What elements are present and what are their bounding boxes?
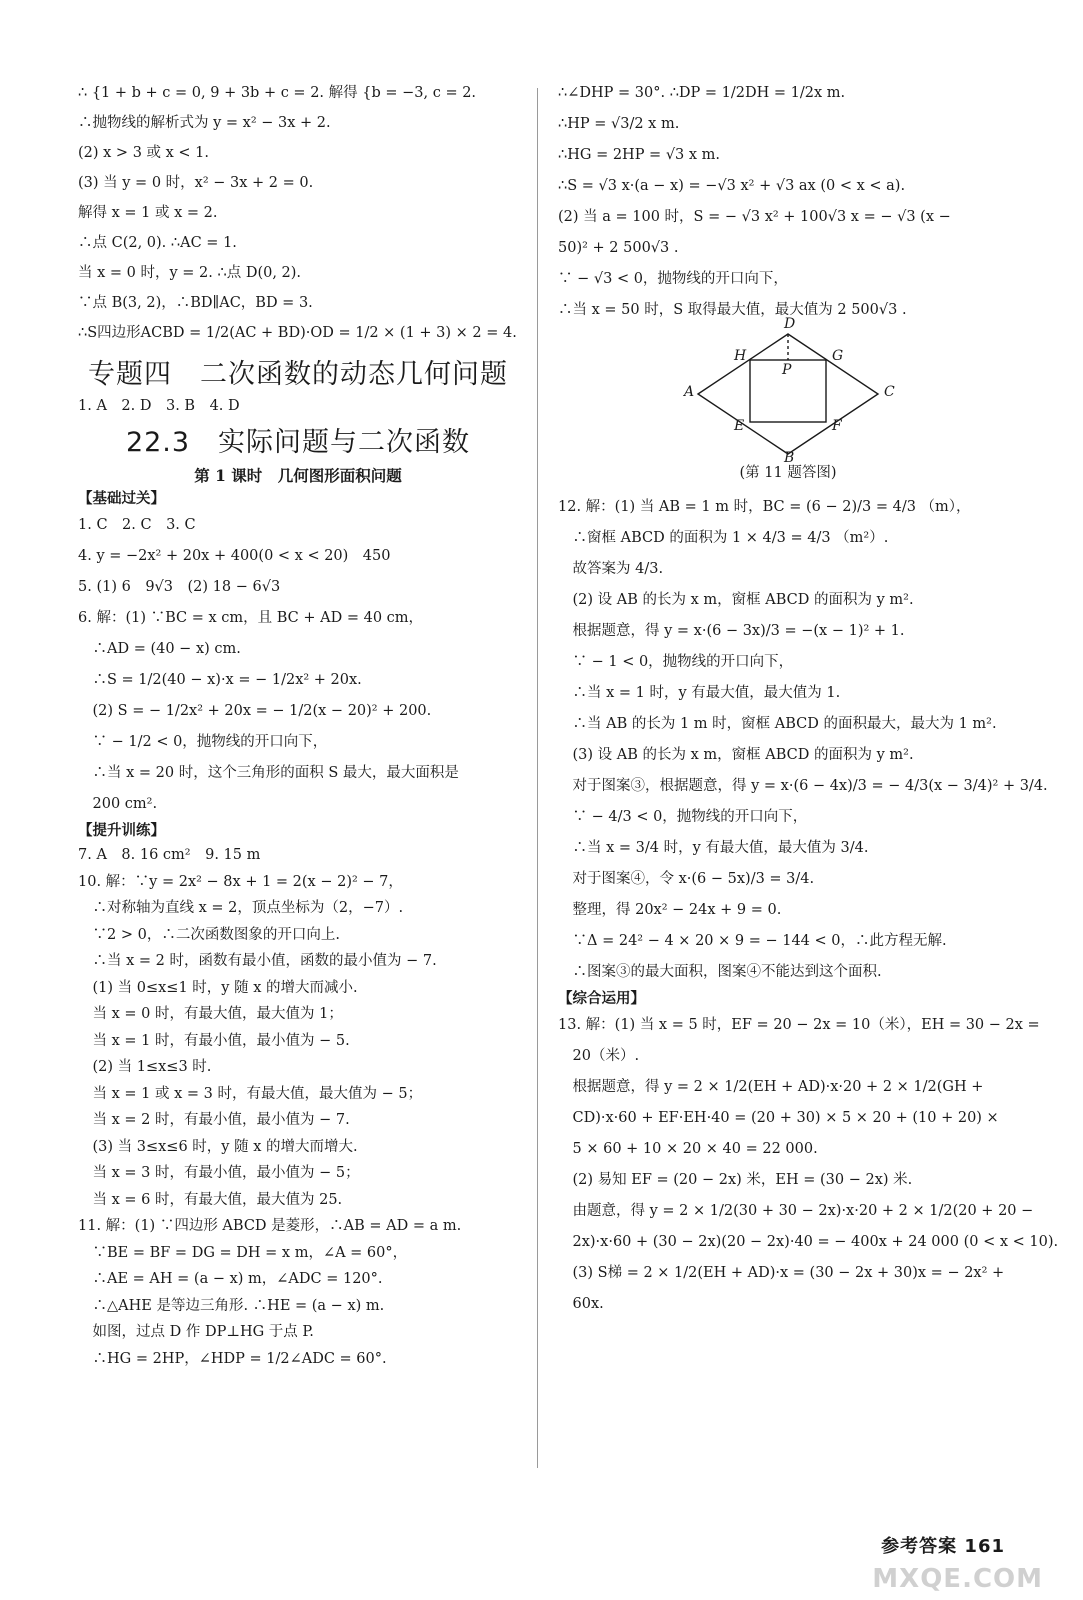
right-top-lines [558, 78, 1018, 326]
text-line: ∴当 x = 2 时，函数有最小值，函数的最小值为 − 7. [78, 953, 437, 969]
text-line: 当 x = 6 时，有最大值，最大值为 25. [78, 1191, 343, 1208]
text-line: ∵ − 4/3 < 0，抛物线的开口向下， [558, 809, 808, 825]
text-line: 5. (1) 6 9√3 (2) 18 − 6√3 [78, 579, 281, 595]
section-title: 22.3 实际问题与二次函数 [125, 427, 471, 458]
text-line: ∴HG = 2HP = √3 x m. [558, 147, 721, 163]
text-line: ∴对称轴为直线 x = 2，顶点坐标为（2，−7）. [78, 900, 404, 916]
text-line: (1) 当 0≤x≤1 时，y 随 x 的增大而减小. [78, 979, 358, 996]
label-e: E [734, 418, 745, 434]
tag-improve: 【提升训练】 [78, 823, 165, 839]
label-c: C [884, 384, 895, 400]
text-line: 60x. [558, 1296, 604, 1312]
label-d: D [784, 316, 796, 332]
label-h: H [734, 348, 747, 364]
apply-lines [558, 1010, 1059, 1320]
text-line: ∴∠DHP = 30°. ∴DP = 1/2DH = 1/2x m. [558, 85, 846, 101]
text-line: 如图，过点 D 作 DP⊥HG 于点 P. [78, 1324, 314, 1340]
label-a: A [684, 384, 695, 400]
text-line: ∴当 AB 的长为 1 m 时，窗框 ABCD 的面积最大，最大为 1 m². [558, 716, 997, 732]
figure-caption: (第 11 题答图) [739, 465, 837, 481]
text-line: ∴当 x = 50 时，S 取得最大值，最大值为 2 500√3 . [558, 302, 907, 318]
text-line: (2) S = − 1/2x² + 20x = − 1/2(x − 20)² + 200. [78, 703, 432, 719]
text-line: ∵2 > 0，∴二次函数图象的开口向上. [78, 926, 340, 943]
text-line: 当 x = 1 时，有最小值，最小值为 − 5. [78, 1032, 350, 1049]
improve-lines [78, 842, 518, 1372]
text-line: 根据题意，得 y = 2 × 1/2(EH + AD)·x·20 + 2 × 1/2(GH + [558, 1079, 984, 1095]
text-line: ∴S = 1/2(40 − x)·x = − 1/2x² + 20x. [78, 672, 362, 688]
text-line: 解得 x = 1 或 x = 2. [78, 205, 218, 221]
page-footer: 参考答案 161 [881, 1536, 1005, 1557]
lesson-title: 第 1 课时 几何图形面积问题 [194, 466, 402, 485]
text-line: ∴当 x = 20 时，这个三角形的面积 S 最大，最大面积是 [78, 765, 459, 781]
right-mid-lines [558, 492, 1048, 988]
text-line: 1. C 2. C 3. C [78, 517, 196, 533]
text-line: 13. 解：(1) 当 x = 5 时，EF = 20 − 2x = 10（米），EH = 30 − 2x = [558, 1017, 1040, 1033]
text-line: 当 x = 2 时，有最小值，最小值为 − 7. [78, 1112, 350, 1128]
text-line: ∴当 x = 3/4 时，y 有最大值，最大值为 3/4. [558, 840, 869, 856]
text-line: ∴S四边形ACBD = 1/2(AC + BD)·OD = 1/2 × (1 + 3) × 2 = 4. [78, 325, 517, 341]
rhombus-figure [558, 316, 1018, 466]
label-g: G [832, 348, 844, 364]
text-line: 4. y = −2x² + 20x + 400(0 < x < 20) 450 [78, 548, 391, 564]
tag-basic: 【基础过关】 [78, 491, 165, 507]
text-line: ∴△AHE 是等边三角形. ∴HE = (a − x) m. [78, 1297, 385, 1314]
topic-title: 专题四 二次函数的动态几何问题 [88, 359, 508, 390]
text-line: 12. 解：(1) 当 AB = 1 m 时，BC = (6 − 2)/3 = 4/3 （m）， [558, 499, 971, 515]
text-line: ∴点 C(2, 0). ∴AC = 1. [78, 235, 237, 251]
text-line: 当 x = 1 或 x = 3 时，有最大值，最大值为 − 5； [78, 1085, 423, 1102]
text-line: 当 x = 3 时，有最小值，最小值为 − 5； [78, 1165, 360, 1181]
label-f: F [832, 418, 842, 434]
text-line: ∴图案③的最大面积，图案④不能达到这个面积. [558, 964, 882, 980]
text-line: ∴HG = 2HP，∠HDP = 1/2∠ADC = 60°. [78, 1350, 387, 1367]
text-line: 5 × 60 + 10 × 20 × 40 = 22 000. [558, 1141, 818, 1157]
text-line: ∴HP = √3/2 x m. [558, 116, 680, 132]
text-line: ∴ {1 + b + c = 0, 9 + 3b + c = 2. 解得 {b = −3, c = 2. [78, 85, 477, 101]
text-line: 根据题意，得 y = x·(6 − 3x)/3 = −(x − 1)² + 1. [558, 623, 905, 639]
text-line: (2) 易知 EF = (20 − 2x) 米，EH = (30 − 2x) 米. [558, 1172, 913, 1188]
watermark: MXQE.COM [872, 1564, 1043, 1594]
text-line: ∵ − 1 < 0，抛物线的开口向下， [558, 654, 794, 670]
text-line: ∵ − √3 < 0，抛物线的开口向下， [558, 271, 788, 287]
text-line: (2) 当 a = 100 时，S = − √3 x² + 100√3 x = − √3 (x − [558, 209, 951, 225]
text-line: ∴AD = (40 − x) cm. [78, 641, 241, 657]
text-line: 50)² + 2 500√3 . [558, 240, 679, 256]
text-line: (3) 设 AB 的长为 x m，窗框 ABCD 的面积为 y m². [558, 747, 914, 763]
text-line: CD)·x·60 + EF·EH·40 = (20 + 30) × 5 × 20 + (10 + 20) × [558, 1110, 999, 1126]
text-line: ∵Δ = 24² − 4 × 20 × 9 = − 144 < 0，∴此方程无解. [558, 933, 947, 949]
topic-answers: 1. A 2. D 3. B 4. D [78, 398, 240, 414]
left-column [78, 78, 518, 1372]
text-line: 故答案为 4/3. [558, 561, 664, 577]
text-line: ∴抛物线的解析式为 y = x² − 3x + 2. [78, 115, 331, 131]
text-line: (3) S梯 = 2 × 1/2(EH + AD)·x = (30 − 2x + 30)x = − 2x² + [558, 1265, 1005, 1281]
text-line: ∴当 x = 1 时，y 有最大值，最大值为 1. [558, 685, 841, 701]
text-line: 对于图案④，令 x·(6 − 5x)/3 = 3/4. [558, 871, 815, 887]
text-line: ∴AE = AH = (a − x) m，∠ADC = 120°. [78, 1271, 383, 1287]
text-line: ∵点 B(3, 2)，∴BD∥AC，BD = 3. [78, 295, 313, 311]
right-column [558, 78, 1059, 1320]
text-line: 对于图案③，根据题意，得 y = x·(6 − 4x)/3 = − 4/3(x − 3/4)² + 3/4. [558, 778, 1048, 794]
label-p: P [782, 362, 792, 378]
text-line: ∵BE = BF = DG = DH = x m，∠A = 60°， [78, 1244, 408, 1261]
text-line: 2x)·x·60 + (30 − 2x)(20 − 2x)·40 = − 400x + 24 000 (0 < x < 10). [558, 1234, 1059, 1250]
text-line: 由题意，得 y = 2 × 1/2(30 + 30 − 2x)·x·20 + 2 × 1/2(20 + 20 − [558, 1203, 1034, 1219]
text-line: 6. 解：(1) ∵BC = x cm，且 BC + AD = 40 cm， [78, 610, 424, 626]
text-line: 当 x = 0 时，有最大值，最大值为 1； [78, 1006, 343, 1022]
label-b: B [784, 450, 795, 466]
text-line: ∴S = √3 x·(a − x) = −√3 x² + √3 ax (0 < x < a). [558, 178, 906, 194]
text-line: 200 cm². [78, 796, 158, 812]
left-lines [78, 78, 518, 348]
column-divider [537, 88, 538, 1468]
basic-lines [78, 510, 518, 820]
text-line: 11. 解：(1) ∵四边形 ABCD 是菱形，∴AB = AD = a m. [78, 1218, 462, 1234]
tag-apply: 【综合运用】 [558, 991, 645, 1007]
text-line: (3) 当 3≤x≤6 时，y 随 x 的增大而增大. [78, 1138, 358, 1155]
text-line: 20（米）. [558, 1048, 640, 1064]
text-line: (3) 当 y = 0 时，x² − 3x + 2 = 0. [78, 175, 314, 191]
text-line: (2) 当 1≤x≤3 时. [78, 1059, 212, 1075]
text-line: 当 x = 0 时，y = 2. ∴点 D(0, 2). [78, 265, 302, 281]
text-line: 7. A 8. 16 cm² 9. 15 m [78, 847, 261, 863]
text-line: ∴窗框 ABCD 的面积为 1 × 4/3 = 4/3 （m²）. [558, 530, 889, 546]
text-line: 10. 解：∵y = 2x² − 8x + 1 = 2(x − 2)² − 7， [78, 873, 403, 890]
text-line: (2) x > 3 或 x < 1. [78, 145, 210, 161]
text-line: (2) 设 AB 的长为 x m，窗框 ABCD 的面积为 y m². [558, 592, 914, 608]
text-line: 整理，得 20x² − 24x + 9 = 0. [558, 902, 782, 918]
text-line: ∵ − 1/2 < 0，抛物线的开口向下， [78, 734, 328, 750]
rhombus-diagram [558, 326, 1018, 458]
